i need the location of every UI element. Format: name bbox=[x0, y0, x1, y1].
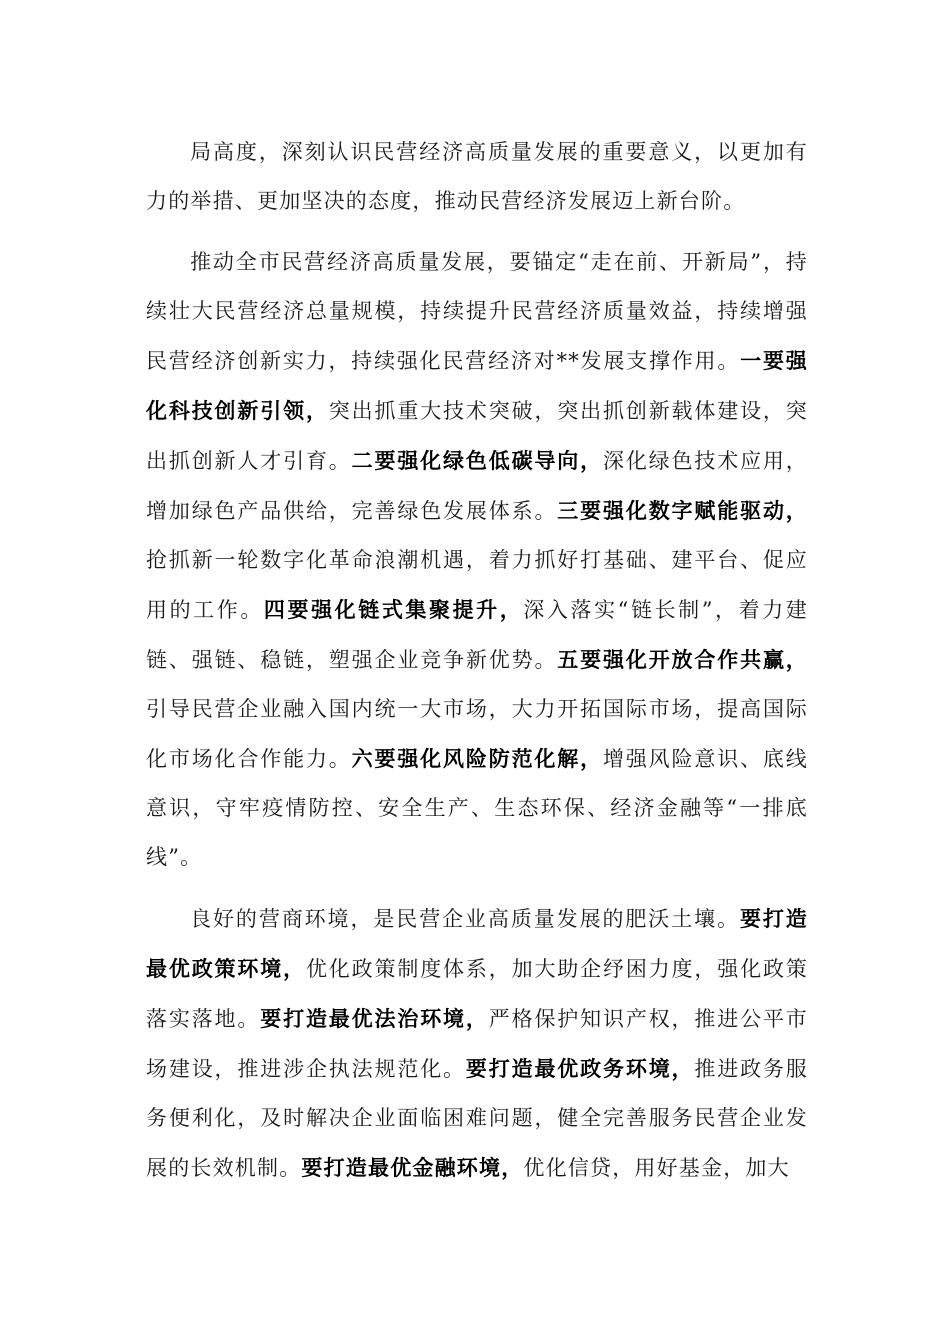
document-body bbox=[146, 128, 808, 1205]
bold-heading-1: 一要强化科技创新引领， bbox=[146, 348, 808, 423]
paragraph-text: 良好的营商环境，是民营企业高质量发展的肥沃土壤。 bbox=[190, 907, 740, 931]
bold-heading-2: 二要强化绿色低碳导向， bbox=[351, 448, 603, 473]
bold-heading-10: 要打造最优金融环境， bbox=[301, 1155, 524, 1180]
paragraph-text: 抢抓新一轮数字化革命浪潮机遇，着力抓好打基础、建平台、促应用的工作。 bbox=[146, 548, 808, 622]
paragraph-2 bbox=[146, 238, 808, 882]
paragraph-text: 局高度，深刻认识民营经济高质量发展的重要意义，以更加有力的举措、更加坚决的态度，推动民营经济发展迈上新台阶。 bbox=[146, 140, 808, 213]
paragraph-text: 突出抓重大技术突破，突出抓创新载体建设，突出抓创新人才引育。 bbox=[146, 399, 808, 473]
paragraph-text: 优化信贷，用好基金，加大 bbox=[523, 1156, 790, 1180]
bold-heading-5: 五要强化开放合作共赢， bbox=[557, 647, 808, 672]
paragraph-text: 严格保护知识产权，推进公平市场建设，推进涉企执法规范化。 bbox=[146, 1007, 808, 1081]
bold-heading-9: 要打造最优政务环境， bbox=[465, 1056, 695, 1081]
paragraph-text: 推动全市民营经济高质量发展，要锚定“走在前、开新局”，持续壮大民营经济总量规模，持续提升民营经济质量效益，持续增强民营经济创新实力，持续强化民营经济对**发展支撑作用。 bbox=[146, 250, 808, 373]
paragraph-text: 引导民营企业融入国内统一大市场，大力开拓国际市场，提高国际化市场化合作能力。 bbox=[146, 697, 808, 771]
bold-heading-8: 要打造最优法治环境， bbox=[260, 1006, 489, 1031]
paragraph-text: 优化政策制度体系，加大助企纾困力度，强化政策落实落地。 bbox=[146, 957, 808, 1031]
bold-heading-7: 要打造最优政策环境， bbox=[146, 906, 808, 981]
paragraph-text: 深入落实“链长制”，着力建链、强链、稳链，塑强企业竞争新优势。 bbox=[146, 598, 809, 672]
bold-heading-3: 三要强化数字赋能驱动， bbox=[557, 498, 808, 523]
paragraph-3 bbox=[146, 894, 808, 1193]
bold-heading-4: 四要强化链式集聚提升， bbox=[263, 597, 524, 622]
bold-heading-6: 六要强化风险防范化解， bbox=[351, 746, 603, 771]
paragraph-text: 深化绿色技术应用，增加绿色产品供给，完善绿色发展体系。 bbox=[146, 449, 808, 523]
paragraph-text: 推进政务服务便利化，及时解决企业面临困难问题，健全完善服务民营企业发展的长效机制。 bbox=[146, 1057, 809, 1180]
paragraph-1 bbox=[146, 128, 808, 226]
paragraph-text: 增强风险意识、底线意识，守牢疫情防控、安全生产、生态环保、经济金融等“一排底线”。 bbox=[146, 747, 808, 869]
